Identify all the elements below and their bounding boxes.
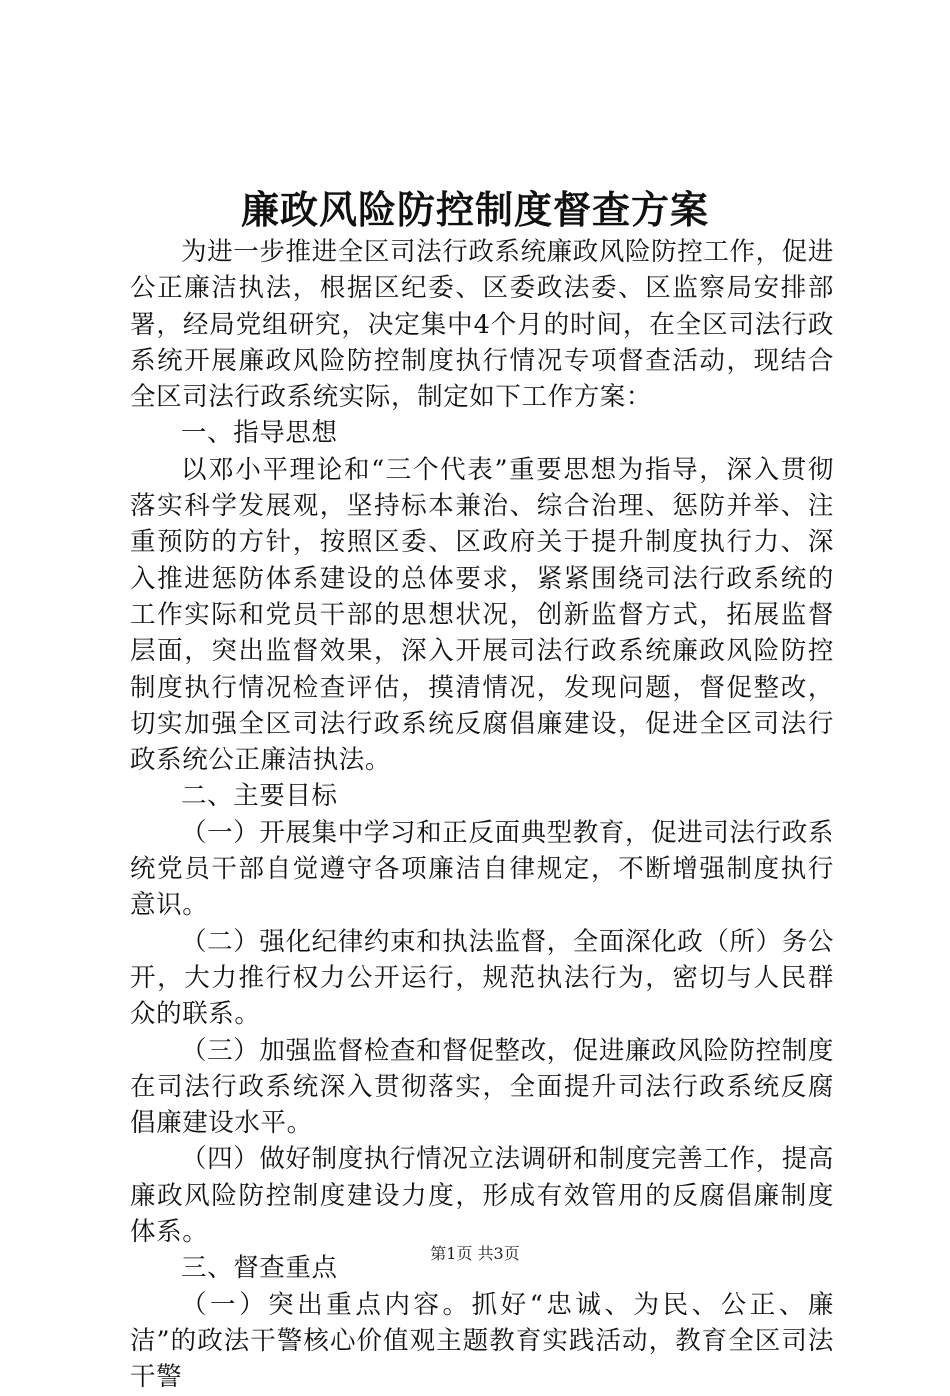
paragraph-focus-1: （一）突出重点内容。抓好“忠诚、为民、公正、廉洁”的政法干警核心价值观主题教育实践活动，教育全区司法干警 <box>130 1289 834 1393</box>
page-footer: 第1页 共3页 <box>430 1244 520 1263</box>
heading-main-goals: 二、主要目标 <box>181 781 338 812</box>
paragraph-guiding-ideology: 以邓小平理论和“三个代表”重要思想为指导，深入贯彻落实科学发展观，坚持标本兼治、综合治理、惩防并举、注重预防的方针，按照区委、区政府关于提升制度执行力、深入推进惩防体系建设的总体要求，紧紧围绕司法行政系统的工作实际和党员干部的思想状况，创新监督方式，拓展监督层面，突出监督效果，深入开展司法行政系统廉政风险防控制度执行情况检查评估，摸清情况，发现问题，督促整改，切实加强全区司法行政系统反腐倡廉建设，促进全区司法行政系统公正廉洁执法。 <box>130 454 834 776</box>
heading-inspection-focus: 三、督查重点 <box>181 1253 338 1284</box>
document-body <box>130 234 834 1396</box>
paragraph-goal-2: （二）强化纪律约束和执法监督，全面深化政（所）务公开，大力推行权力公开运行，规范执法行为，密切与人民群众的联系。 <box>130 926 834 1030</box>
paragraph-goal-4: （四）做好制度执行情况立法调研和制度完善工作，提高廉政风险防控制度建设力度，形成有效管用的反腐倡廉制度体系。 <box>130 1144 834 1248</box>
paragraph-intro: 为进一步推进全区司法行政系统廉政风险防控工作，促进公正廉洁执法，根据区纪委、区委政法委、区监察局安排部署，经局党组研究，决定集中4个月的时间，在全区司法行政系统开展廉政风险防控制度执行情况专项督查活动，现结合全区司法行政系统实际，制定如下工作方案： <box>130 237 834 413</box>
page-title: 廉政风险防控制度督查方案 <box>240 187 709 232</box>
paragraph-goal-1: （一）开展集中学习和正反面典型教育，促进司法行政系统党员干部自觉遵守各项廉洁自律规定，不断增强制度执行意识。 <box>130 817 834 921</box>
heading-guiding-ideology: 一、指导思想 <box>181 418 338 449</box>
paragraph-goal-3: （三）加强监督检查和督促整改，促进廉政风险防控制度在司法行政系统深入贯彻落实，全面提升司法行政系统反腐倡廉建设水平。 <box>130 1035 834 1139</box>
